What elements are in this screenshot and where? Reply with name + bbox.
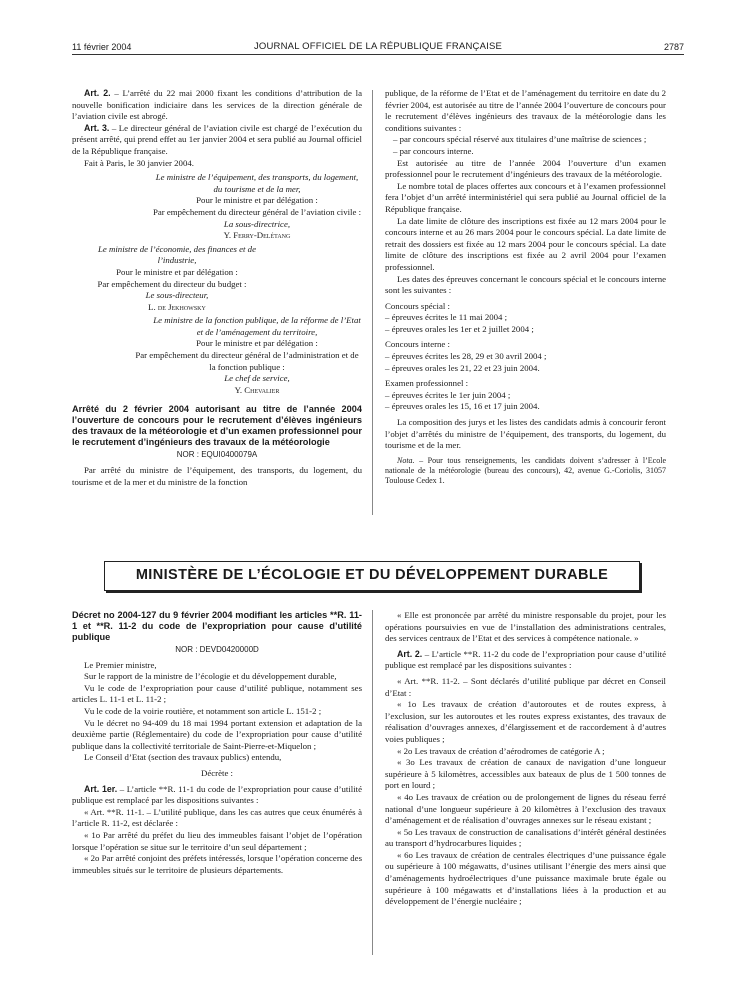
list-item: – épreuves orales les 1er et 2 juillet 2004 ; [385, 323, 534, 334]
concours-special-label: Concours spécial : [385, 300, 450, 311]
article-2: Art. 2. – L’arrêté du 22 mai 2000 fixant les conditions d’attribution de la nouvelle bonification indiciaire dans les services de la direction générale de l’aviation civile est abrogé. [72, 88, 362, 122]
header-page-number: 2787 [663, 42, 684, 52]
quoted-item: « 1o Les travaux de création d’autoroutes et de routes express, à l’exclusion, sur les autoroutes et les routes express existantes, des travaux de réalisation d’ouvrages annexes, d’élargissement et de raccordement à d’autres voies publiques ; [385, 699, 666, 744]
decret-title: Décret no 2004-127 du 9 février 2004 modifiant les articles **R. 11-1 et **R. 11-2 du code de l’expropriation pour cause d’utilité publique [72, 610, 362, 642]
list-item: – épreuves orales les 15, 16 et 17 juin 2004. [385, 401, 540, 412]
list-item: – épreuves orales les 21, 22 et 23 juin 2004. [385, 362, 540, 373]
column-divider-bottom [372, 610, 373, 955]
quoted-article: « Art. **R. 11-2. – Sont déclarés d’utilité publique par décret en Conseil d’Etat : [385, 675, 666, 698]
top-right-column [385, 88, 666, 486]
signature-block-1: Le ministre de l’équipement, des transports, du logement, du tourisme et de la mer, Pour le ministre et par délégation : Par empêchement du directeur général de l’aviation civile : La sous-directrice, Y. Ferry-Delétang [152, 172, 362, 241]
arrete-body-2: Est autorisée au titre de l’année 2004 l’ouverture d’un examen professionnel pour le recrutement d’ingénieurs des travaux de la météorologie. [385, 157, 666, 180]
quoted-item: « 2o Par arrêté conjoint des préfets intéressés, lorsque l’opération concerne des immeubles situés sur le territoire de plusieurs départements. [72, 853, 362, 875]
decret-nor: NOR : DEVD0420000D [175, 645, 259, 654]
arrete-body-5: Les dates des épreuves concernant le concours spécial et le concours interne sont les suivantes : [385, 273, 666, 296]
fait-a-paris: Fait à Paris, le 30 janvier 2004. [84, 157, 194, 168]
quoted-item: « 4o Les travaux de création ou de prolongement de lignes du réseau ferré national d’une longueur supérieure à 20 kilomètres à l’exclusion des travaux d’aménagement et de réalisation d’ouvrages annexes sur le réseau existant ; [385, 791, 666, 826]
decret-visa: Le Conseil d’Etat (section des travaux publics) entendu, [84, 752, 282, 763]
quoted-item: « 6o Les travaux de création de centrales électriques d’une puissance égale ou supérieure à 100 mégawatts, d’usines utilisant l’énergie des mers ainsi que d’aménagements hydroélectriques d’une puissance maximale brute égale ou supérieure à 100 mégawatts et d’installations liées à la production et au développement de l’énergie nucléaire ; [385, 849, 666, 907]
arrete-body-6: La composition des jurys et les listes des candidats admis à concourir feront l’objet d’arrêtés du ministre de l’équipement, des transports, du logement, du tourisme et de la mer. [385, 417, 666, 451]
arrete-nor: NOR : EQUI0400079A [176, 450, 258, 460]
decret-article-1: Art. 1er. – L’article **R. 11-1 du code de l’expropriation pour cause d’utilité publique est remplacé par les dispositions suivantes : [72, 783, 362, 806]
column-divider-top [372, 90, 373, 515]
decrete: Décrète : [201, 767, 233, 778]
article-3: Art. 3. – Le directeur général de l’aviation civile est chargé de l’exécution du présent arrêté, qui prend effet au 1er janvier 2004 et sera publié au Journal officiel de la République française. [72, 122, 363, 156]
arrete-body-1: publique, de la réforme de l’Etat et de l’aménagement du territoire en date du 2 février 2004, est autorisée au titre de l’année 2004 l’ouverture de concours pour le recrutement d’élèves ingénieurs des travaux de la météorologie dans les conditions suivantes : [385, 88, 666, 133]
bottom-right-column [385, 610, 666, 908]
list-item: – épreuves écrites les 28, 29 et 30 avril 2004 ; [385, 351, 547, 362]
quoted-item: « 3o Les travaux de création de canaux de navigation d’une longueur supérieure à 5 kilomètres, accessibles aux bateaux de plus de 1 500 tonnes de port en lourd ; [385, 757, 666, 791]
signature-block-2: Le ministre de l’économie, des finances et de l’industrie, Pour le ministre et par délégation : Par empêchement du directeur du budget : Le sous-directeur, L. de Jekhowsky [97, 243, 256, 312]
quoted-article: « Art. **R. 11-1. – L’utilité publique, dans les cas autres que ceux énumérés à l’article R. 11-2, est déclarée : [72, 806, 362, 829]
concours-interne-label: Concours interne : [385, 339, 450, 350]
header-date: 11 février 2004 [72, 42, 132, 52]
list-item: – par concours interne. [393, 145, 474, 156]
quoted-item: « 1o Par arrêté du préfet du lieu des immeubles faisant l’objet de l’opération lorsque l’opération se situe sur le territoire d’un seul département ; [72, 829, 362, 852]
list-item: – par concours spécial réservé aux titulaires d’une maîtrise de sciences ; [393, 134, 647, 145]
signature-block-3: Le ministre de la fonction publique, de la réforme de l’Etat et de l’aménagement du territoire, Pour le ministre et par délégation : Par empêchement du directeur général de l’administration et de la fonction publique : Le chef de service, Y. Chevalier [135, 315, 361, 395]
decret-visa: Vu le code de l’expropriation pour cause d’utilité publique, notamment ses articles L. 11-1 et L. 11-2 ; [72, 682, 362, 705]
nota: Nota. – Pour tous renseignements, les candidats doivent s’adresser à l’Ecole nationale de la météorologie (bureau des concours), 42, avenue G.-Coriolis, 31057 Toulouse Cedex 1. [385, 455, 666, 486]
quoted-item: « 2o Les travaux de création d’aérodromes de catégorie A ; [397, 745, 605, 756]
arrete-body-3: Le nombre total de places offertes aux concours et à l’examen professionnel fera l’objet d’un arrêté interministériel qui sera publié au Journal officiel de la République française. [385, 180, 666, 214]
list-item: – épreuves écrites le 1er juin 2004 ; [385, 389, 511, 400]
decret-premier-ministre: Le Premier ministre, [84, 659, 157, 670]
quoted-item: « 5o Les travaux de construction de canalisations d’intérêt général destinées au transport d’hydrocarbures liquides ; [385, 826, 666, 849]
decret-visa: Vu le décret no 94-409 du 18 mai 1994 portant extension et adaptation de la deuxième partie (Réglementaire) du code de l’expropriation pour cause d’utilité publique dans la collectivité territoriale de Saint-Pierre-et-Miquelon ; [72, 717, 362, 751]
list-item: – épreuves écrites le 11 mai 2004 ; [385, 312, 508, 323]
examen-professionnel-label: Examen professionnel : [385, 378, 469, 389]
quoted-paragraph: « Elle est prononcée par arrêté du ministre responsable du projet, pour les opérations poursuivies en vue de l’installation des administrations centrales, des services centraux de l’Etat et des services à compétence nationale. » [385, 610, 666, 644]
decret-visa: Sur le rapport de la ministre de l’écologie et du développement durable, [84, 671, 337, 682]
ministry-heading [104, 561, 640, 591]
bottom-left-column [72, 610, 362, 876]
arrete-intro: Par arrêté du ministre de l’équipement, des transports, du logement, du tourisme et de la mer et du ministre de la fonction [72, 465, 362, 487]
top-left-column [72, 88, 362, 488]
decret-article-2: Art. 2. – L’article **R. 11-2 du code de l’expropriation pour cause d’utilité publique est remplacé par les dispositions suivantes : [385, 648, 667, 671]
decret-visa: Vu le code de la voirie routière, et notamment son article L. 151-2 ; [84, 705, 322, 716]
arrete-body-4: La date limite de clôture des inscriptions est fixée au 12 mars 2004 pour le concours interne et au 26 mars 2004 pour le concours spécial. La date limite de retrait des dossiers est fixée au 12 mars 2004 pour le concours spécial. La date limite de clôture des inscriptions est fixée au 2 avril 2004 pour l’examen professionnel. [385, 215, 666, 272]
page-header [72, 40, 684, 55]
header-journal-title: JOURNAL OFFICIEL DE LA RÉPUBLIQUE FRANÇAISE [253, 41, 503, 52]
ministry-heading-text: MINISTÈRE DE L’ÉCOLOGIE ET DU DÉVELOPPEMENT DURABLE [135, 567, 609, 583]
arrete-title: Arrêté du 2 février 2004 autorisant au titre de l’année 2004 l’ouverture de concours pour le recrutement d’élèves ingénieurs des travaux de la météorologie et d’un examen professionnel pour le recrutement d’ingénieurs des travaux de la météorologie [72, 404, 362, 448]
